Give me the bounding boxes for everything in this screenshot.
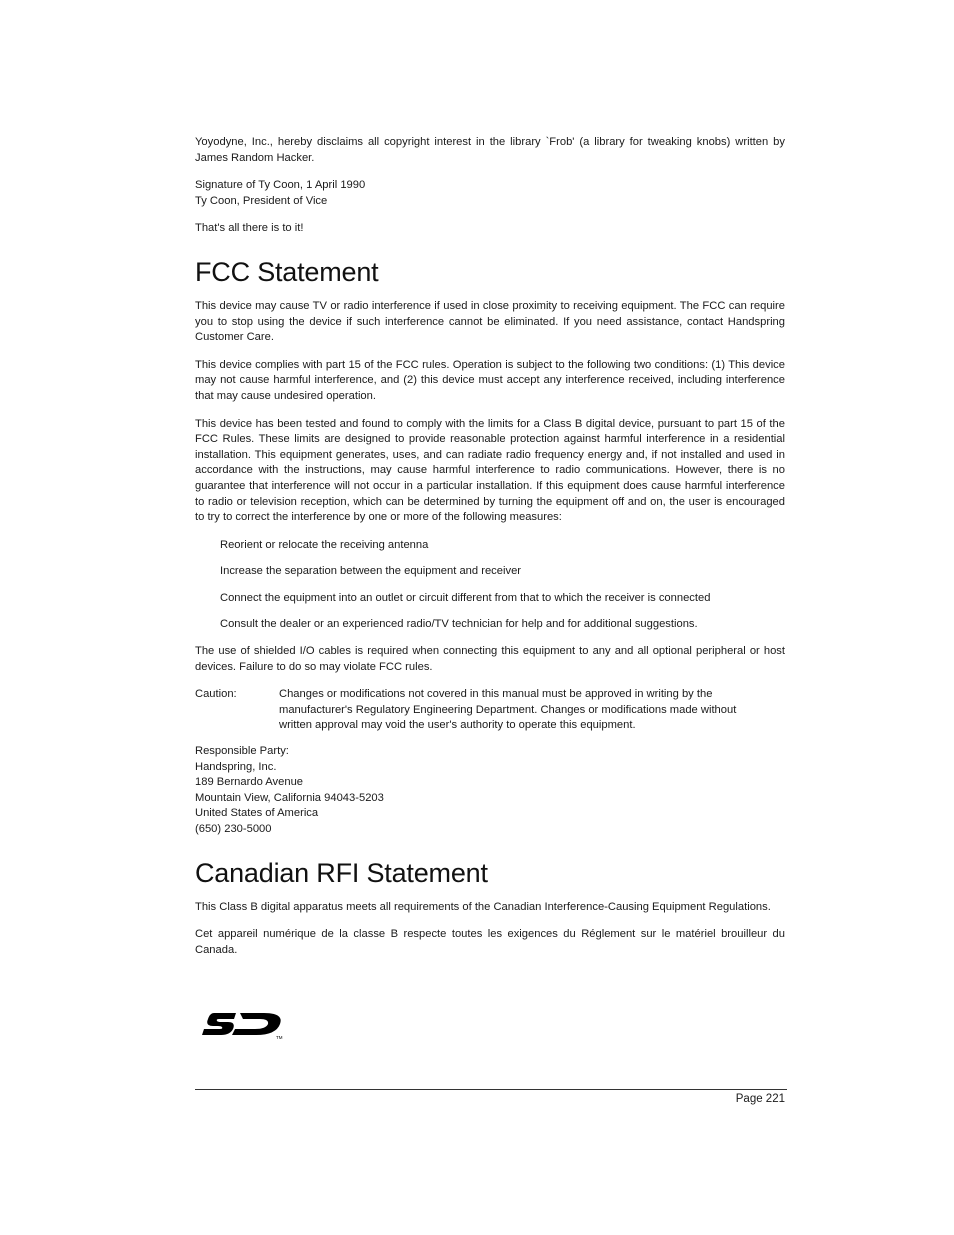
party-line: 189 Bernardo Avenue xyxy=(195,776,304,789)
footer-divider xyxy=(195,1089,787,1090)
fcc-paragraph-4: The use of shielded I/O cables is required when connecting this equipment to any and all optional peripheral or host devices. Failure to do so may violate FCC rules. xyxy=(195,645,785,673)
signature-block xyxy=(195,178,785,209)
party-line: (650) 230-5000 xyxy=(195,823,272,835)
measure-item: Consult the dealer or an experienced radio/TV technician for help and for additional suggestions. xyxy=(220,618,698,631)
measure-item: Increase the separation between the equipment and receiver xyxy=(220,565,522,578)
fcc-paragraph-3: This device has been tested and found to comply with the limits for a Class B digital device, pursuant to part 15 of the FCC Rules. These limits are designed to provide reasonable protection against harmful interference in a residential installation. This equipment generates, uses, and can radiate radio frequency energy and, if not installed and used in accordance with the instructions, may cause harmful interference to radio communications. However, there is no guarantee that interference will not occur in a particular installation. If this equipment does cause harmful interference to radio or television reception, which can be determined by turning the equipment off and on, the user is encouraged to try to correct the interference by one or more of the following measures: xyxy=(195,417,785,524)
fcc-heading: FCC Statement xyxy=(195,256,379,287)
signature-title: Ty Coon, President of Vice xyxy=(195,194,328,207)
canadian-heading: Canadian RFI Statement xyxy=(195,857,488,888)
canadian-paragraph-2: Cet appareil numérique de la classe B respecte toutes les exigences du Réglement sur le matériel brouilleur du Canada. xyxy=(195,928,785,956)
party-line: Mountain View, California 94043-5203 xyxy=(195,791,384,804)
measure-item: Reorient or relocate the receiving antenna xyxy=(220,538,429,551)
canadian-paragraph-1: This Class B digital apparatus meets all requirements of the Canadian Interference-Causing Equipment Regulations. xyxy=(195,900,771,913)
disclaimer-paragraph: Yoyodyne, Inc., hereby disclaims all copyright interest in the library `Frob' (a library for tweaking knobs) written by James Random Hacker. xyxy=(195,136,785,164)
responsible-party xyxy=(195,744,785,838)
fcc-paragraph-2: This device complies with part 15 of the FCC rules. Operation is subject to the following two conditions: (1) This device may not cause harmful interference, and (2) this device must accept any interference received, including interference that may cause undesired operation. xyxy=(195,358,785,402)
signature-line: Signature of Ty Coon, 1 April 1990 xyxy=(195,179,366,192)
svg-text:TM: TM xyxy=(276,1035,283,1040)
document-body xyxy=(195,135,785,970)
caution-text: Changes or modifications not covered in this manual must be approved in writing by the manufacturer's Regulatory Engineering Department. Changes or modifications made without written approval may void the user's authority to operate this equipment. xyxy=(279,688,737,732)
closing-line: That's all there is to it! xyxy=(195,222,304,235)
measure-item: Connect the equipment into an outlet or circuit different from that to which the receiver is connected xyxy=(220,591,711,604)
sd-logo-icon xyxy=(200,1008,286,1040)
party-line: Responsible Party: xyxy=(195,745,289,758)
party-line: United States of America xyxy=(195,807,319,820)
party-line: Handspring, Inc. xyxy=(195,760,277,773)
page-number: Page 221 xyxy=(735,1093,785,1105)
caution-label: Caution: xyxy=(195,688,237,701)
caution-note xyxy=(195,687,785,734)
fcc-paragraph-1: This device may cause TV or radio interference if used in close proximity to receiving equipment. The FCC can require you to stop using the device if such interference cannot be eliminated. If you need assistance, contact Handspring Customer Care. xyxy=(195,299,785,344)
